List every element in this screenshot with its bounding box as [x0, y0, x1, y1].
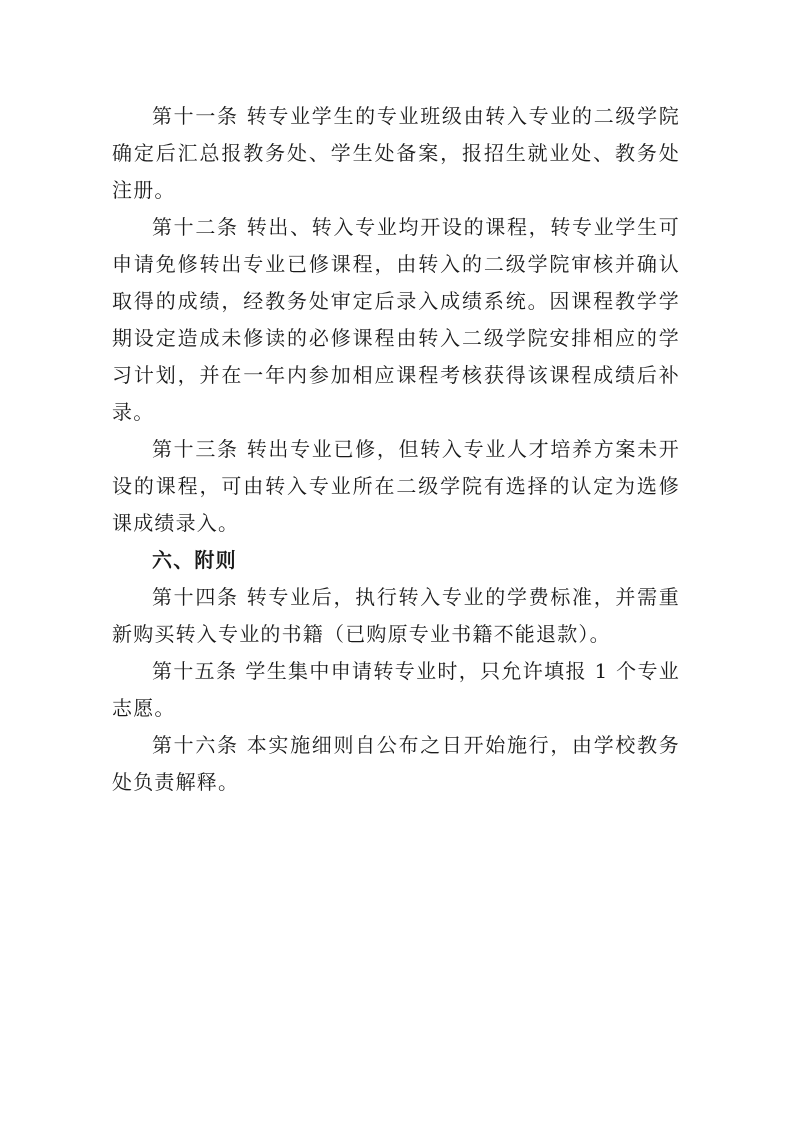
article-12	[112, 209, 680, 431]
article-14-text: 转专业后，执行转入专业的学费标准，并需重新购买转入专业的书籍（已购原专业书籍不能退款）。	[112, 585, 680, 646]
article-16	[112, 727, 680, 801]
document-body	[112, 98, 680, 801]
article-14	[112, 579, 680, 653]
article-12-text: 转出、转入专业均开设的课程，转专业学生可申请免修转出专业已修课程，由转入的二级学院审核并确认取得的成绩，经教务处审定后录入成绩系统。因课程教学学期设定造成未修读的必修课程由转入二级学院安排相应的学习计划，并在一年内参加相应课程考核获得该课程成绩后补录。	[112, 215, 680, 424]
article-12-number: 第十二条	[152, 215, 239, 239]
article-14-number: 第十四条	[152, 585, 239, 609]
article-16-text: 本实施细则自公布之日开始施行，由学校教务处负责解释。	[112, 733, 680, 794]
article-11	[112, 98, 680, 209]
article-13-number: 第十三条	[152, 437, 239, 461]
article-15-number: 第十五条	[152, 659, 238, 683]
article-13	[112, 431, 680, 542]
article-16-number: 第十六条	[152, 733, 239, 757]
article-15	[112, 653, 680, 727]
section-heading: 六、附则	[152, 548, 237, 572]
article-15-text: 学生集中申请转专业时，只允许填报 1 个专业志愿。	[112, 659, 680, 720]
article-11-text: 转专业学生的专业班级由转入专业的二级学院确定后汇总报教务处、学生处备案，报招生就业处、教务处注册。	[112, 104, 680, 202]
article-13-text: 转出专业已修，但转入专业人才培养方案未开设的课程，可由转入专业所在二级学院有选择的认定为选修课成绩录入。	[112, 437, 680, 535]
article-11-number: 第十一条	[152, 104, 239, 128]
